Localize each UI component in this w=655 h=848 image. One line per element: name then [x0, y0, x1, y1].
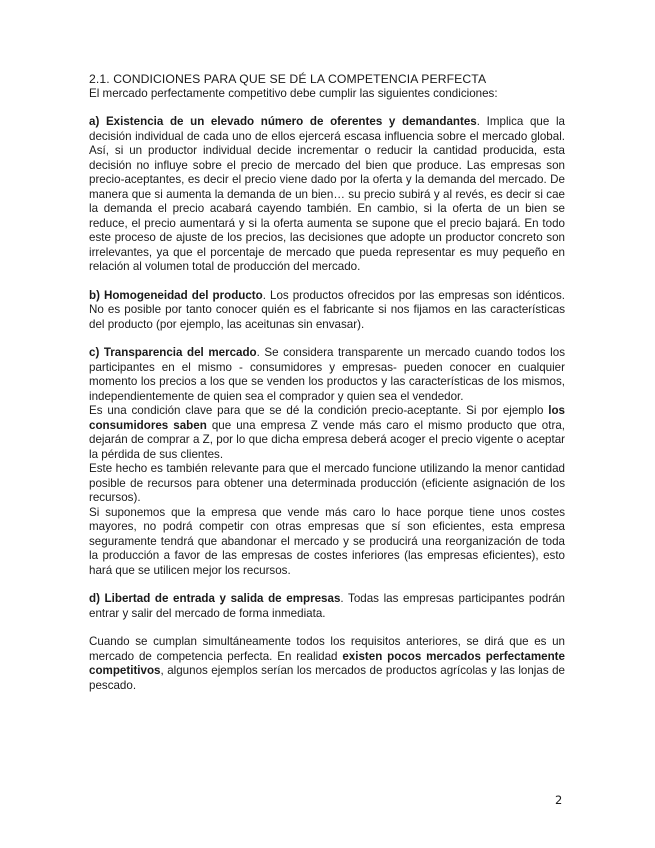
section-title: 2.1. CONDICIONES PARA QUE SE DÉ LA COMPETENCIA PERFECTA — [89, 72, 487, 86]
condition-c-p2-text: Es una condición clave para que se dé la condición precio-aceptante. Si por ejemplo — [89, 404, 549, 417]
condition-c-paragraph-3: Este hecho es también relevante para que el mercado funcione utilizando la menor cantidad posible de recursos para obtener una determinada producción (eficiente asignación de los recursos). — [89, 462, 565, 504]
condition-c-paragraph-4: Si suponemos que la empresa que vende más caro lo hace porque tiene unos costes mayores, no podrá competir con otras empresas que sí son eficientes, esta empresa seguramente tendrá que abandonar el mercado y se producirá una reorganización de toda la producción a favor de las empresas de costes inferiores (las empresas eficientes), esto hará que se utilicen mejor los recursos. — [89, 505, 565, 577]
condition-c-text: . Se considera transparente un mercado cuando todos los participantes en el mismo - consumidores y empresas- pueden conocer en cualquier momento los precios a los que se venden los productos y las características de los mismos, independientemente de quien sea el comprador y quien sea el vendedor. — [89, 346, 566, 403]
condition-a-text: . Implica que la decisión individual de cada uno de ellos ejercerá escasa influencia sobre el mercado global. Así, si un productor individual decide incrementar o reducir la cantidad producida, esta decisión no influye sobre el precio de mercado del bien que produce. Las empresas son precio-aceptantes, es decir el precio viene dado por la oferta y la demanda del mercado. De manera que si aumenta la demanda de un bien… su precio subirá y al revés, es decir si cae la demanda el precio acabará cayendo también. En cambio, si la oferta de un bien se reduce, el precio aumentará y si la oferta aumenta se supone que el precio bajará. En todo este proceso de ajuste de los precios, las decisiones que adopte un productor concreto son irrelevantes, ya que el porcentaje de mercado que pueda representar es muy pequeño en relación al volumen total de producción del mercado. — [89, 115, 565, 273]
conclusion-text-end: , algunos ejemplos serían los mercados de productos agrícolas y las lonjas de pescado. — [89, 664, 565, 692]
condition-c-paragraph-2 — [89, 404, 565, 462]
page-content — [89, 72, 565, 693]
condition-a-paragraph — [89, 115, 565, 275]
intro-paragraph: El mercado perfectamente competitivo debe cumplir las siguientes condiciones: — [89, 86, 498, 100]
condition-c-p2-text-end: que una empresa Z vende más caro el mismo producto que otra, dejarán de comprar a Z, por lo que dicha empresa deberá acoger el precio vigente o aceptar la pérdida de sus clientes. — [89, 418, 565, 461]
condition-b-paragraph — [89, 289, 565, 333]
conclusion-bold: existen pocos mercados perfectamente competitivos — [89, 649, 565, 677]
condition-d-paragraph — [89, 592, 565, 621]
conclusion-paragraph — [89, 635, 565, 693]
condition-a-heading: a) Existencia de un elevado número de oferentes y demandantes — [89, 115, 477, 128]
conclusion-text: Cuando se cumplan simultáneamente todos los requisitos anteriores, se dirá que es un mercado de competencia perfecta. En realidad — [89, 635, 565, 663]
condition-d-heading: d) Libertad de entrada y salida de empresas — [89, 592, 341, 605]
condition-b-text: . Los productos ofrecidos por las empresas son idénticos. No es posible por tanto conocer quién es el fabricante si nos fijamos en las características del producto (por ejemplo, las aceitunas sin envasar). — [89, 288, 565, 331]
condition-c-p2-bold: los consumidores saben — [89, 404, 565, 432]
page-number: 2 — [555, 793, 563, 807]
condition-c-paragraph — [89, 346, 565, 404]
condition-d-text: . Todas las empresas participantes podrán entrar y salir del mercado de forma inmediata. — [89, 592, 565, 620]
condition-b-heading: b) Homogeneidad del producto — [89, 288, 263, 302]
condition-c-heading: c) Transparencia del mercado — [89, 346, 257, 359]
